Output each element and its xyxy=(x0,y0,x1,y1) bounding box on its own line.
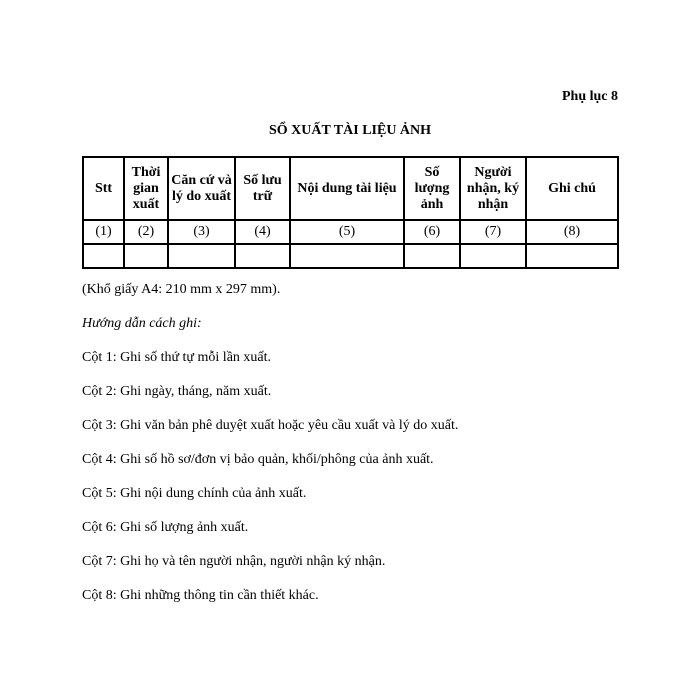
instructions-heading: Hướng dẫn cách ghi: xyxy=(82,316,202,331)
instruction-column-1: Cột 1: Ghi số thứ tự mỗi lần xuất. xyxy=(82,350,272,365)
column-number: (4) xyxy=(235,220,290,244)
column-number: (1) xyxy=(83,220,124,244)
export-register-table xyxy=(82,156,619,269)
header-content: Nội dung tài liệu xyxy=(290,157,404,220)
notes-section xyxy=(82,282,458,622)
instruction-column-5: Cột 5: Ghi nội dung chính của ảnh xuất. xyxy=(82,486,307,501)
instruction-column-3: Cột 3: Ghi văn bản phê duyệt xuất hoặc yêu cầu xuất và lý do xuất. xyxy=(82,418,459,433)
empty-cell xyxy=(168,244,235,268)
header-archive-number: Số lưu trữ xyxy=(235,157,290,220)
empty-cell xyxy=(526,244,618,268)
table-header-row xyxy=(83,157,618,220)
column-number: (3) xyxy=(168,220,235,244)
header-receiver: Người nhận, ký nhận xyxy=(460,157,526,220)
header-stt: Stt xyxy=(83,157,124,220)
instruction-column-6: Cột 6: Ghi số lượng ảnh xuất. xyxy=(82,520,249,535)
instruction-column-7: Cột 7: Ghi họ và tên người nhận, người nhận ký nhận. xyxy=(82,554,386,569)
instruction-column-4: Cột 4: Ghi số hồ sơ/đơn vị bảo quản, khối/phông của ảnh xuất. xyxy=(82,452,434,467)
column-number: (2) xyxy=(124,220,168,244)
header-export-time: Thời gian xuất xyxy=(124,157,168,220)
instruction-column-2: Cột 2: Ghi ngày, tháng, năm xuất. xyxy=(82,384,272,399)
column-number: (5) xyxy=(290,220,404,244)
empty-cell xyxy=(235,244,290,268)
instruction-column-8: Cột 8: Ghi những thông tin cần thiết khác. xyxy=(82,588,319,603)
header-photo-count: Số lượng ảnh xyxy=(404,157,460,220)
column-number: (8) xyxy=(526,220,618,244)
column-number: (7) xyxy=(460,220,526,244)
empty-cell xyxy=(83,244,124,268)
header-notes: Ghi chú xyxy=(526,157,618,220)
header-basis-reason: Căn cứ và lý do xuất xyxy=(168,157,235,220)
empty-cell xyxy=(124,244,168,268)
paper-size-note: (Khổ giấy A4: 210 mm x 297 mm). xyxy=(82,282,281,297)
column-number-row xyxy=(83,220,618,244)
empty-cell xyxy=(460,244,526,268)
appendix-label: Phụ lục 8 xyxy=(561,89,618,104)
document-title: SỔ XUẤT TÀI LIỆU ẢNH xyxy=(268,123,432,138)
empty-cell xyxy=(290,244,404,268)
column-number: (6) xyxy=(404,220,460,244)
empty-cell xyxy=(404,244,460,268)
empty-entry-row xyxy=(83,244,618,268)
